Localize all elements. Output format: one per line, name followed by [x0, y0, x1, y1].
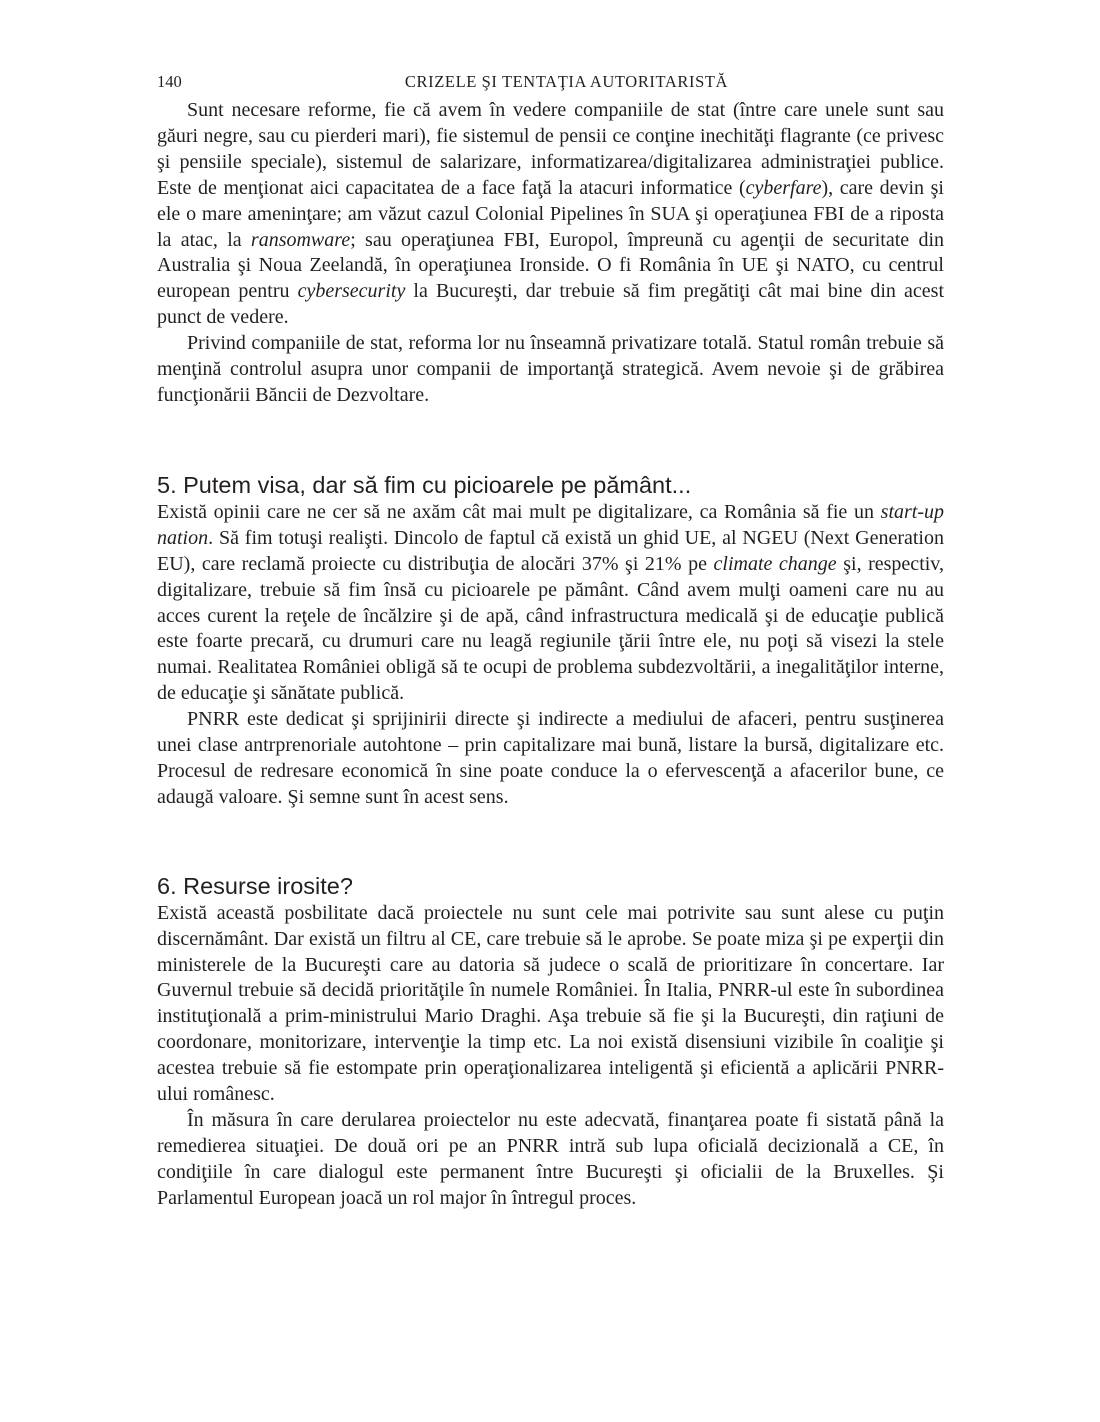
- page-header: [157, 72, 944, 98]
- paragraph: În măsura în care derularea proiectelor nu este adecvată, finanţarea poate fi sistată până la remedierea situaţiei. De două ori pe an PNRR intră sub lupa oficială decizională a CE, în condiţiile în care dialogul este permanent între Bucureşti şi oficialii de la Bruxelles. Şi Parlamentul European joacă un rol major în întregul proces.: [157, 1109, 944, 1209]
- italic-term: cybersecurity: [297, 280, 406, 303]
- italic-term: start-up nation: [157, 500, 944, 549]
- section-heading-6: 6. Resurse irosite?: [157, 872, 353, 899]
- italic-term: ransomware: [250, 228, 351, 251]
- text-run: . Să fim totuşi realişti. Dincolo de faptul că există un ghid UE, al NGEU (Next Generation EU), care reclamă proiecte cu distribuţia de alocări 37% şi 21% pe: [157, 526, 944, 575]
- text-run: ; sau operaţiunea FBI, Europol, împreună cu agenţii de securitate din Australia şi Noua Zeelandă, în operaţiunea Ironside. O fi România în UE şi NATO, cu centrul european pentru: [157, 228, 945, 303]
- italic-term: cyberfare: [745, 176, 822, 199]
- text-run: la Bucureşti, dar trebuie să fim pregătiţi cât mai bine din acest punct de vedere.: [157, 280, 945, 329]
- book-page: [157, 72, 944, 1212]
- text-run: Există opinii care ne cer să ne axăm cât mai mult pe digitalizare, ca România să fie un: [157, 500, 881, 523]
- page-body: [157, 98, 944, 1212]
- paragraph: [157, 500, 944, 707]
- page-number: 140: [157, 72, 182, 91]
- paragraph: [157, 98, 944, 331]
- text-run: şi, respectiv, digitalizare, trebuie să fim însă cu picioarele pe pământ. Când avem mulţi oameni care nu au acces curent la reţele de încălzire şi de apă, când infrastructura medicală şi de educaţie publică este foarte precară, cu drumuri care nu leagă regiunile ţării între ele, nu poţi să visezi la stele numai. Realitatea României obligă să te ocupi de problema subdezvoltării, a inegalităţilor interne, de educaţie şi sănătate publică.: [157, 552, 945, 705]
- paragraph: Există această posbilitate dacă proiectele nu sunt cele mai potrivite sau sunt alese cu puţin discernământ. Dar există un filtru al CE, care trebuie să le aprobe. Se poate miza şi pe experţii din ministerele de la Bucureşti care au datoria să judece o scală de prioritizare în concertare. Iar Guvernul trebuie să decidă priorităţile în numele României. În Italia, PNRR-ul este în subordinea instituţională a prim-ministrului Mario Draghi. Aşa trebuie să fie şi la Bucureşti, din raţiuni de coordonare, monitorizare, intervenţie la timp etc. La noi există disensiuni vizibile în coaliţie şi acestea trebuie să fie estompate prin operaţionalizarea inteligentă şi eficientă a aplicării PNRR-ului românesc.: [157, 901, 944, 1106]
- italic-term: climate change: [713, 552, 837, 575]
- paragraph: Privind companiile de stat, reforma lor nu înseamnă privatizare totală. Statul român trebuie să menţină controlul asupra unor companii de importanţă strategică. Avem nevoie şi de grăbirea funcţionării Băncii de Dezvoltare.: [157, 332, 944, 406]
- paragraph: PNRR este dedicat şi sprijinirii directe şi indirecte a mediului de afaceri, pentru susţinerea unei clase antrprenoriale autohtone – prin capitalizare mai bună, listare la bursă, digitalizare etc. Procesul de redresare economică în sine poate conduce la o efervescenţă a afacerilor bune, ce adaugă valoare. Şi semne sunt în acest sens.: [157, 708, 944, 808]
- text-run: Sunt necesare reforme, fie că avem în vedere companiile de stat (între care unele sunt sau găuri negre, sau cu pierderi mari), fie sistemul de pensii ce conţine inechităţi flagrante (ce privesc şi pensiile speciale), sistemul de salarizare, informatizarea/digitalizarea administraţiei publice. Este de menţionat aici capacitatea de a face faţă la atacuri informatice (: [157, 99, 944, 199]
- running-title: CRIZELE ŞI TENTAŢIA AUTORITARISTĂ: [404, 72, 729, 91]
- text-run: ), care devin şi ele o mare ameninţare; am văzut cazul Colonial Pipelines în SUA şi operaţiunea FBI de a riposta la atac, la: [157, 176, 944, 251]
- section-heading-5: 5. Putem visa, dar să fim cu picioarele pe pământ...: [157, 471, 692, 498]
